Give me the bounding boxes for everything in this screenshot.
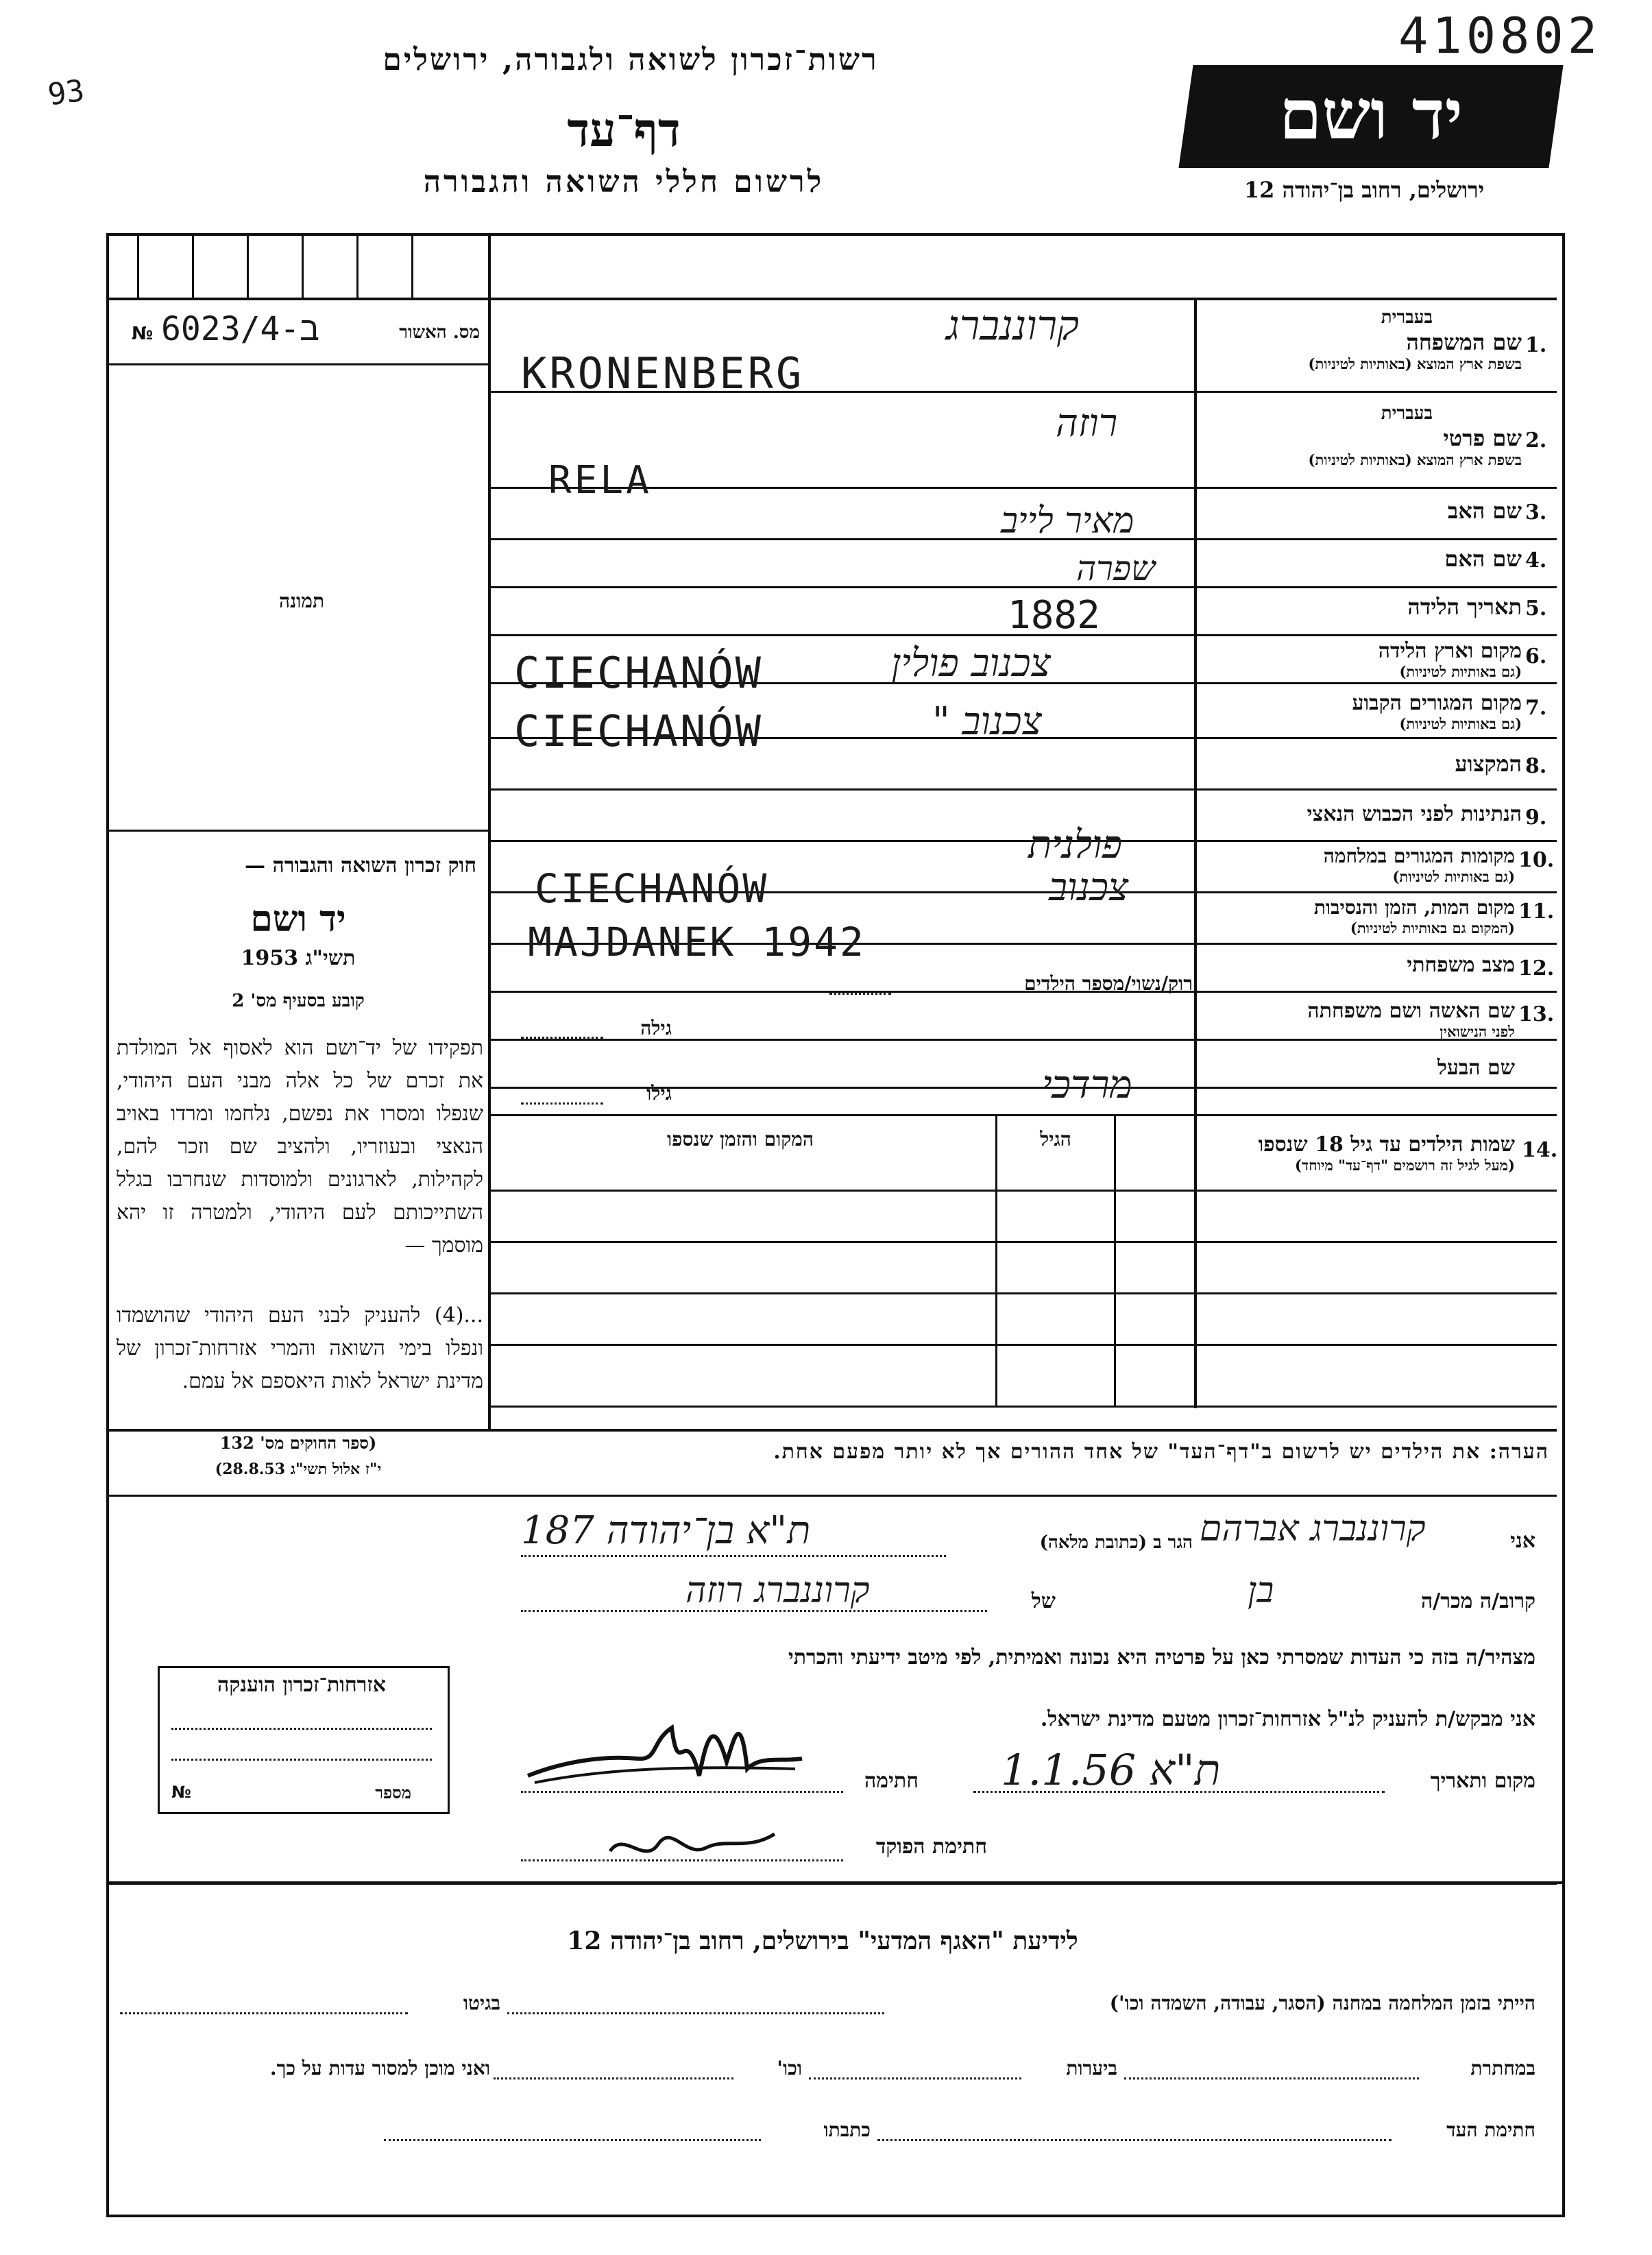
bottom-ready: ואני מוכן למסור עדות על כך. xyxy=(269,2057,490,2079)
decl-relative-label: קרוב/ה מכר/ה xyxy=(1421,1589,1535,1613)
law-body: תפקידו של יד־ושם הוא לאסוף אל המולדת את זכרם של כל אלה מבני העם היהודי, שנפלו ומסרו את נפשם, נלחמו ומרדו באויב הנאצי ובעוזריו, ולהציב שם וזכר להם, לקהילות, לארגונים ולמוסדות שנחרבו בגלל השתייכותם לעם היהודי, ולמטרה זו יהא מוסמך — xyxy=(117,1036,483,1257)
children-age-header: הגיל xyxy=(1040,1128,1071,1150)
header-strip xyxy=(109,236,1557,300)
field-11-label: מקום המות, הזמן והנסיבות (המקום גם באותיות לטיניות) xyxy=(1313,896,1515,937)
decl-residing-label: הגר ב (כתובת מלאה) xyxy=(1039,1532,1193,1553)
field-3-num: 3. xyxy=(1525,501,1547,524)
law-year: תשי"ג 1953 xyxy=(241,946,356,970)
field-8-label: המקצוע xyxy=(1455,751,1522,777)
decl-declare: מצהיר/ה בזה כי העדות שמסרתי כאן על פרטיה היא נכונה ואמיתית, לפי מיטב ידיעתי והכרתי xyxy=(788,1645,1535,1669)
husband-age-label: גילו xyxy=(646,1082,672,1105)
field-5-num: 5. xyxy=(1525,596,1547,620)
children-label: שמות הילדים עד גיל 18 שנספו (מעל לגיל זה רושמים "דף־עד" מיוחד) xyxy=(1258,1133,1515,1174)
citizenship-number: מספר xyxy=(375,1783,411,1802)
birthplace-heb: צכנוב פולין xyxy=(891,641,1051,686)
children-place-header: המקום והזמן שנספו xyxy=(667,1128,814,1150)
field-9-label: הנתינות לפני הכבוש הנאצי xyxy=(1307,802,1522,826)
marital-extra: רוק/נשוי/מספר הילדים xyxy=(1024,972,1193,995)
law-title: חוק זכרון השואה והגבורה — xyxy=(245,854,476,878)
first-name-latin: RELA xyxy=(548,458,652,503)
place-date-value: ת"א 1.1.56 xyxy=(1001,1745,1221,1795)
field-7-num: 7. xyxy=(1525,696,1547,720)
family-name-latin: KRONENBERG xyxy=(521,348,805,398)
children-num: 14. xyxy=(1522,1138,1558,1162)
decl-i-label: אני xyxy=(1510,1529,1535,1553)
place-date-label: מקום ותאריך xyxy=(1430,1769,1535,1793)
decl-request: אני מבקש/ת להעניק לנ"ל אזרחות־זכרון מטעם מדינת ישראל. xyxy=(1040,1707,1535,1731)
field-2-num: 2. xyxy=(1525,429,1547,453)
witness-signature xyxy=(521,1700,809,1803)
husband-label: שם הבעל xyxy=(1437,1056,1515,1080)
decl-relative-value: בן xyxy=(1248,1570,1274,1611)
archive-number: 410802 xyxy=(1398,7,1602,64)
note: הערה: את הילדים יש לרשום ב"דף־העד" של אחד ההורים אך לא יותר מפעם אחת. xyxy=(773,1440,1549,1464)
signature-label: חתימה xyxy=(864,1769,919,1793)
law-clause: קובע בסעיף מס' 2 xyxy=(232,991,365,1011)
bottom-ghetto: בגיטו xyxy=(463,1992,500,2014)
field-3-label: שם האב xyxy=(1447,498,1522,524)
field-2-heb-tag: בעברית xyxy=(1381,403,1433,424)
field-13-label: שם האשה ושם משפחתה לפני הנישואין xyxy=(1307,999,1515,1040)
birth-date: 1882 xyxy=(1008,593,1100,638)
authority-name: רשות־זכרון לשואה ולגבורה, ירושלים xyxy=(382,43,879,77)
field-8-num: 8. xyxy=(1525,754,1547,778)
field-2-label: שם פרטי בשפת ארץ המוצא (באותיות לטיניות) xyxy=(1308,425,1522,468)
approval-label: מס. האשור xyxy=(399,322,480,343)
bottom-hiding: במחתרת xyxy=(1470,2057,1535,2079)
field-7-label: מקום המגורים הקבוע (גם באותיות לטיניות) xyxy=(1352,691,1522,732)
field-4-label: שם האם xyxy=(1444,546,1522,572)
husband-name: מרדכי xyxy=(1042,1063,1132,1107)
approval-value: 6023/4-ב xyxy=(161,310,320,348)
death-place-date: MAJDANEK 1942 xyxy=(528,919,866,965)
citizenship-no: № xyxy=(171,1783,191,1802)
decl-i-value: קרוננברג אברהם xyxy=(1200,1508,1426,1549)
mother-name: שפרה xyxy=(1076,548,1156,588)
logo-text: יד ושם xyxy=(1279,74,1463,155)
father-name: מאיר לייב xyxy=(1001,501,1134,542)
field-6-label: מקום וארץ הלידה (גם באותיות לטיניות) xyxy=(1378,639,1522,680)
field-6-num: 6. xyxy=(1525,644,1547,668)
field-1-num: 1. xyxy=(1525,333,1547,357)
officer-label: חתימת הפוקד xyxy=(875,1835,987,1859)
field-13-num: 13. xyxy=(1518,1002,1555,1026)
field-9-num: 9. xyxy=(1525,806,1547,830)
field-11-num: 11. xyxy=(1518,900,1555,924)
field-1-heb-tag: בעברית xyxy=(1381,307,1433,328)
residence-heb: צכנוב " xyxy=(932,699,1042,744)
nationality-value: פולנית xyxy=(1028,823,1122,867)
field-1-label: שם המשפחה בשפת ארץ המוצא (באותיות לטיניות) xyxy=(1308,329,1522,372)
form-title: דף־עד xyxy=(567,103,681,158)
photo-label: תמונה xyxy=(278,590,325,612)
residence-latin: CIECHANÓW xyxy=(514,706,763,756)
address: ירושלים, רחוב בן־יהודה 12 xyxy=(1243,177,1485,203)
bottom-etc: וכו' xyxy=(777,2057,802,2079)
wartime-residence-heb: צכנוב xyxy=(1049,865,1129,910)
field-10-num: 10. xyxy=(1518,848,1555,872)
law-source: (ספר החוקים מס' 132 xyxy=(219,1433,377,1453)
decl-residing-value: ת"א בן־יהודה 187 xyxy=(521,1508,811,1553)
wartime-residence-latin: CIECHANÓW xyxy=(535,865,769,912)
wife-age-label: גילה xyxy=(640,1017,672,1039)
law-date: י"ז אלול תשי"ג 28.8.53) xyxy=(215,1460,382,1478)
bottom-title: לידיעת "האגף המדעי" בירושלים, רחוב בן־יהודה 12 xyxy=(567,1927,1078,1955)
bottom-forests: ביערות xyxy=(1066,2057,1117,2079)
birthplace-latin: CIECHANÓW xyxy=(514,648,763,698)
field-4-num: 4. xyxy=(1525,548,1547,572)
decl-of-value: קרוננברג רוזה xyxy=(685,1570,870,1611)
field-12-num: 12. xyxy=(1518,956,1555,980)
witness-signature-label: חתימת העד xyxy=(1446,2119,1535,2141)
decl-of-label: של xyxy=(1031,1589,1056,1613)
law-name: יד ושם xyxy=(250,898,346,940)
form-subtitle: לרשום חללי השואה והגבורה xyxy=(423,165,825,200)
family-name-heb: קרוננברג xyxy=(946,302,1080,350)
field-5-label: תאריך הלידה xyxy=(1407,594,1522,620)
first-name-heb: רוזה xyxy=(1056,401,1118,446)
witness-address-label: כתבתו xyxy=(823,2119,871,2141)
margin-note: 93 xyxy=(45,73,87,113)
field-12-label: מצב משפחתי xyxy=(1407,953,1515,977)
officer-signature xyxy=(603,1810,781,1872)
law-body-2: ...(4) להעניק לבני העם היהודי שהושמדו ונפלו בימי השואה והמרי אזרחות־זכרון של מדינת ישראל לאות היאספם אל עמם. xyxy=(117,1303,483,1393)
bottom-line1: הייתי בזמן המלחמה במחנה (הסגר, עבודה, השמדה וכו') xyxy=(1109,1992,1535,2014)
citizenship-title: אזרחות־זכרון הוענקה xyxy=(217,1673,387,1697)
field-10-label: מקומות המגורים במלחמה (גם באותיות לטיניות) xyxy=(1323,845,1515,885)
approval-no: № xyxy=(132,324,154,344)
